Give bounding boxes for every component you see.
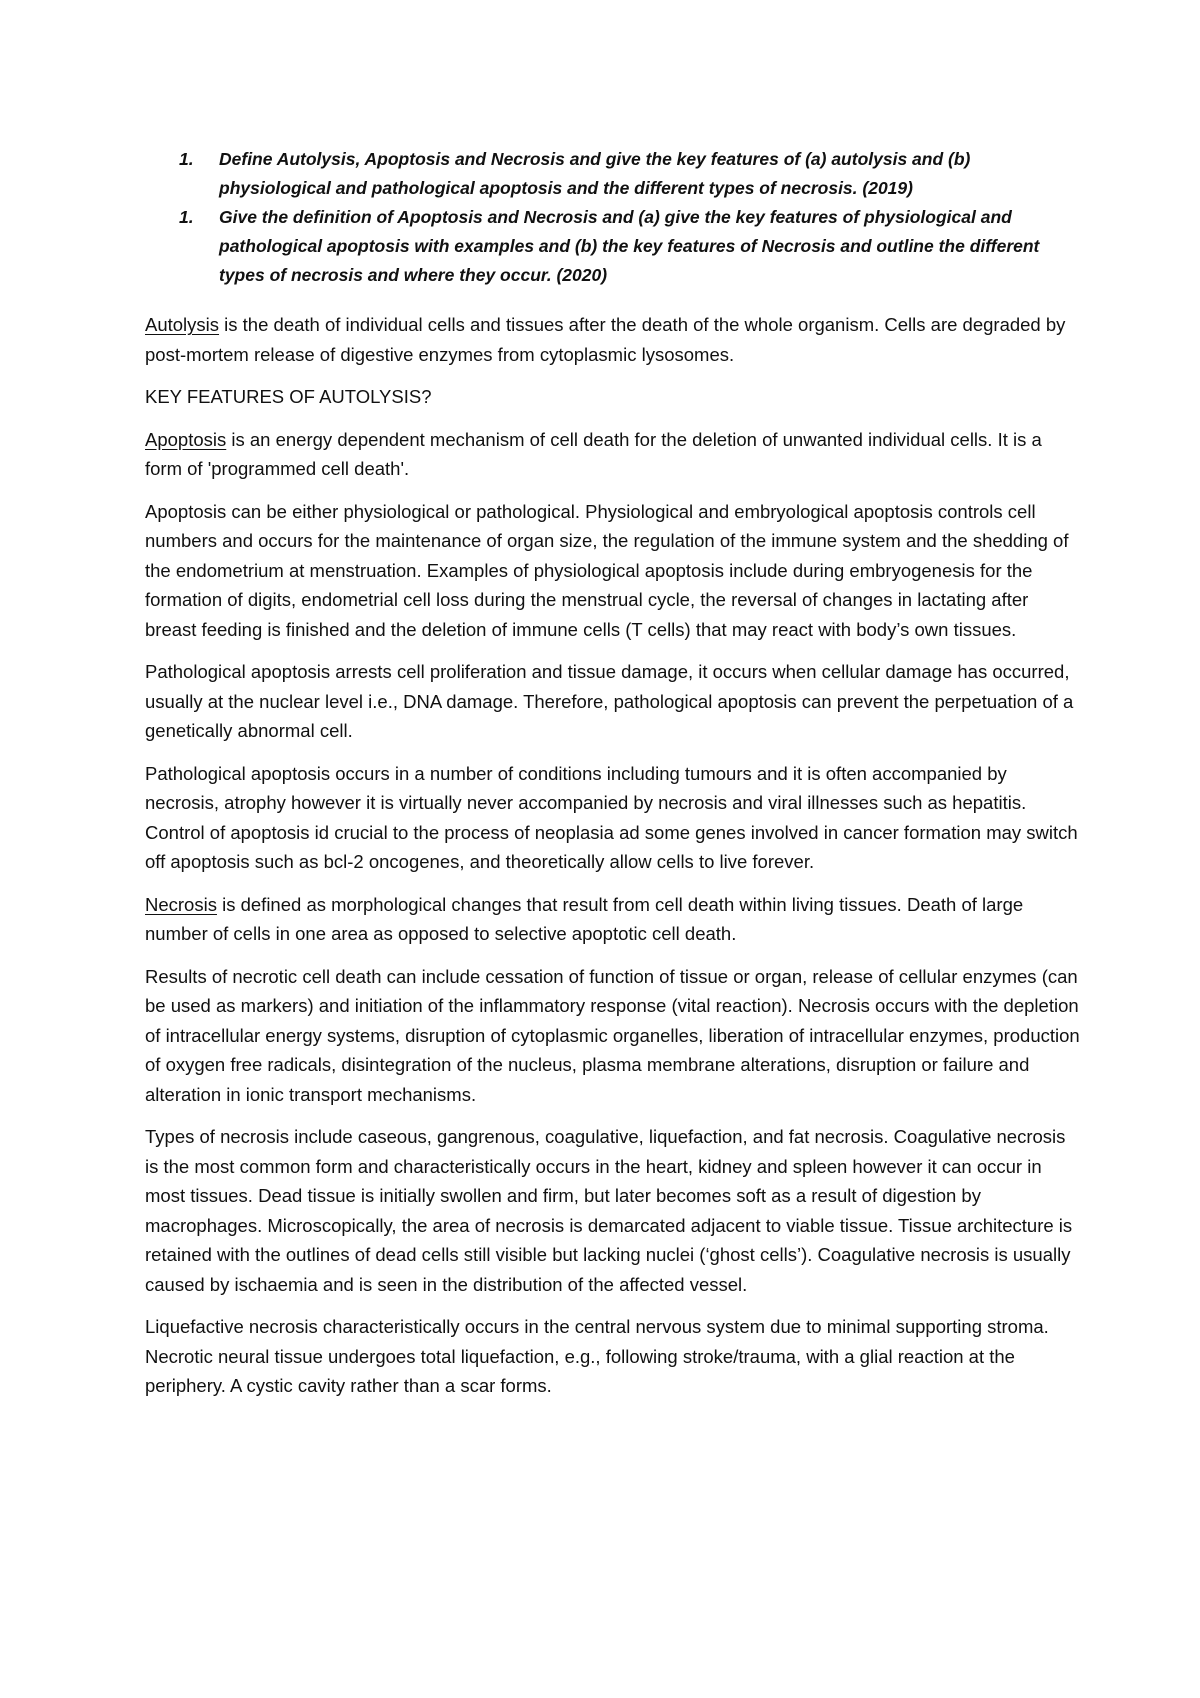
necrosis-types-paragraph: Types of necrosis include caseous, gangrenous, coagulative, liquefaction, and fat necrosis. Coagulative necrosis is the most common form and characteristically occurs in the heart, kidney and spleen however it can occur in most tissues. Dead tissue is initially swollen and firm, but later becomes soft as a result of digestion by macrophages. Microscopically, the area of necrosis is demarcated adjacent to viable tissue. Tissue architecture is retained with the outlines of dead cells still visible but lacking nuclei (‘ghost cells’). Coagulative necrosis is usually caused by ischaemia and is seen in the distribution of the affected vessel.: [145, 1126, 1073, 1295]
liquefactive-necrosis-paragraph: Liquefactive necrosis characteristically occurs in the central nervous system due to minimal supporting stroma. Necrotic neural tissue undergoes total liquefaction, e.g., following stroke/trauma, with a glial reaction at the periphery. A cystic cavity rather than a scar forms.: [145, 1316, 1049, 1396]
autolysis-definition: is the death of individual cells and tissues after the death of the whole organism. Cells are degraded by post-mortem release of digestive enzymes from cytoplasmic lysosomes.: [145, 314, 1066, 365]
question-list: [145, 145, 1080, 290]
question-number: 1.: [179, 207, 194, 227]
apoptosis-term: Apoptosis: [145, 428, 227, 450]
autolysis-term: Autolysis: [145, 314, 220, 335]
question-text: Give the definition of Apoptosis and Necrosis and (a) give the key features of physiological and pathological apoptosis with examples and (b) the key features of Necrosis and outline the different types of necrosis and where they occur. (2020): [219, 207, 1040, 285]
question-item-2020: [145, 203, 1080, 290]
apoptosis-definition: is an energy dependent mechanism of cell death for the deletion of unwanted individual cells. It is a form of 'programmed cell death'.: [145, 428, 1042, 479]
necrosis-term: Necrosis: [145, 893, 217, 915]
question-number: 1.: [179, 149, 194, 169]
pathological-apoptosis-conditions-paragraph: Pathological apoptosis occurs in a number of conditions including tumours and it is often accompanied by necrosis, atrophy however it is virtually never accompanied by necrosis and viral illnesses such as hepatitis. Control of apoptosis id crucial to the process of neoplasia ad some genes involved in cancer formation may switch off apoptosis such as bcl-2 oncogenes, and theoretically allow cells to live forever.: [145, 762, 1078, 872]
question-text: Define Autolysis, Apoptosis and Necrosis and give the key features of (a) autolysis and (b) physiological and pathological apoptosis and the different types of necrosis. (2019): [219, 149, 971, 198]
necrosis-paragraph: [145, 890, 1080, 949]
pathological-apoptosis-paragraph: Pathological apoptosis arrests cell proliferation and tissue damage, it occurs when cellular damage has occurred, usually at the nuclear level i.e., DNA damage. Therefore, pathological apoptosis can prevent the perpetuation of a genetically abnormal cell.: [145, 661, 1074, 741]
necrosis-results-paragraph: Results of necrotic cell death can include cessation of function of tissue or organ, release of cellular enzymes (can be used as markers) and initiation of the inflammatory response (vital reaction). Necrosis occurs with the depletion of intracellular energy systems, disruption of cytoplasmic organelles, liberation of intracellular enzymes, production of oxygen free radicals, disintegration of the nucleus, plasma membrane alterations, disruption or failure and alteration in ionic transport mechanisms.: [145, 965, 1080, 1105]
key-features-heading: KEY FEATURES OF AUTOLYSIS?: [145, 386, 432, 407]
document-body: [145, 145, 1080, 1414]
necrosis-definition: is defined as morphological changes that result from cell death within living tissues. Death of large number of cells in one area as opposed to selective apoptotic cell death.: [145, 893, 1024, 944]
autolysis-paragraph: [145, 310, 1080, 369]
apoptosis-paragraph: [145, 425, 1080, 484]
physiological-apoptosis-paragraph: Apoptosis can be either physiological or pathological. Physiological and embryological apoptosis controls cell numbers and occurs for the maintenance of organ size, the regulation of the immune system and the shedding of the endometrium at menstruation. Examples of physiological apoptosis include during embryogenesis for the formation of digits, endometrial cell loss during the menstrual cycle, the reversal of changes in lactating after breast feeding is finished and the deletion of immune cells (T cells) that may react with body’s own tissues.: [145, 500, 1069, 640]
question-item-2019: [145, 145, 1080, 203]
